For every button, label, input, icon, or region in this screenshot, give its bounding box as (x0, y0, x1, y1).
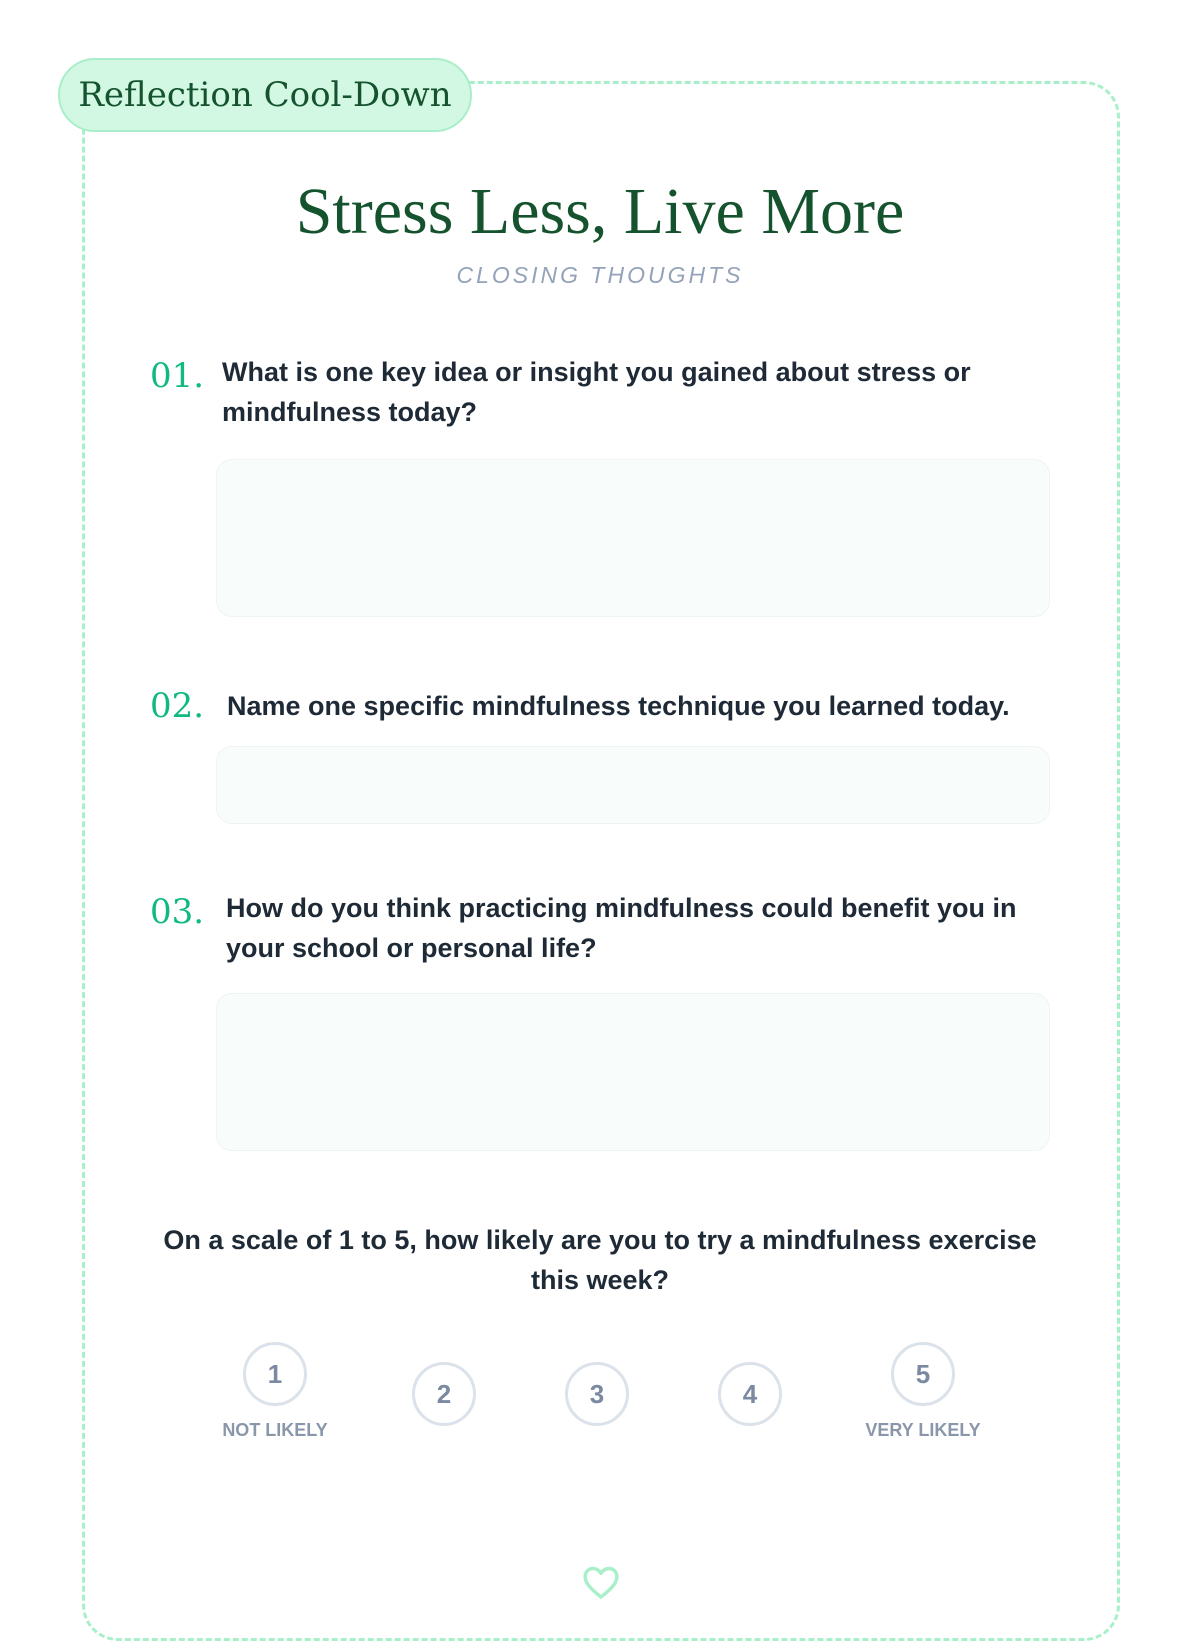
question-number: 02. (150, 686, 205, 726)
scale-option-1[interactable]: 1 (243, 1342, 307, 1406)
answer-field-2[interactable] (216, 746, 1050, 824)
question-text: How do you think practicing mindfulness could benefit you in your school or personal life? (226, 893, 1017, 963)
scale-option-2[interactable]: 2 (412, 1362, 476, 1426)
question-number: 03. (150, 892, 205, 932)
section-tag: Reflection Cool-Down (58, 58, 472, 132)
heart-icon (582, 1564, 620, 1600)
answer-field-3[interactable] (216, 993, 1050, 1151)
answer-field-1[interactable] (216, 459, 1050, 617)
page-title: Stress Less, Live More (295, 175, 905, 248)
scale-option-4[interactable]: 4 (718, 1362, 782, 1426)
scale-high-label: VERY LIKELY (865, 1420, 981, 1440)
scale-question: On a scale of 1 to 5, how likely are you to try a mindfulness exercise this week? (163, 1225, 1037, 1295)
scale-option-5[interactable]: 5 (891, 1342, 955, 1406)
scale-low-label: NOT LIKELY (222, 1420, 328, 1440)
question-text: Name one specific mindfulness technique you learned today. (227, 691, 1010, 721)
question-text: What is one key idea or insight you gained about stress or mindfulness today? (222, 357, 971, 427)
scale-option-3[interactable]: 3 (565, 1362, 629, 1426)
question-number: 01. (150, 356, 205, 396)
page-subtitle: CLOSING THOUGHTS (456, 262, 744, 288)
